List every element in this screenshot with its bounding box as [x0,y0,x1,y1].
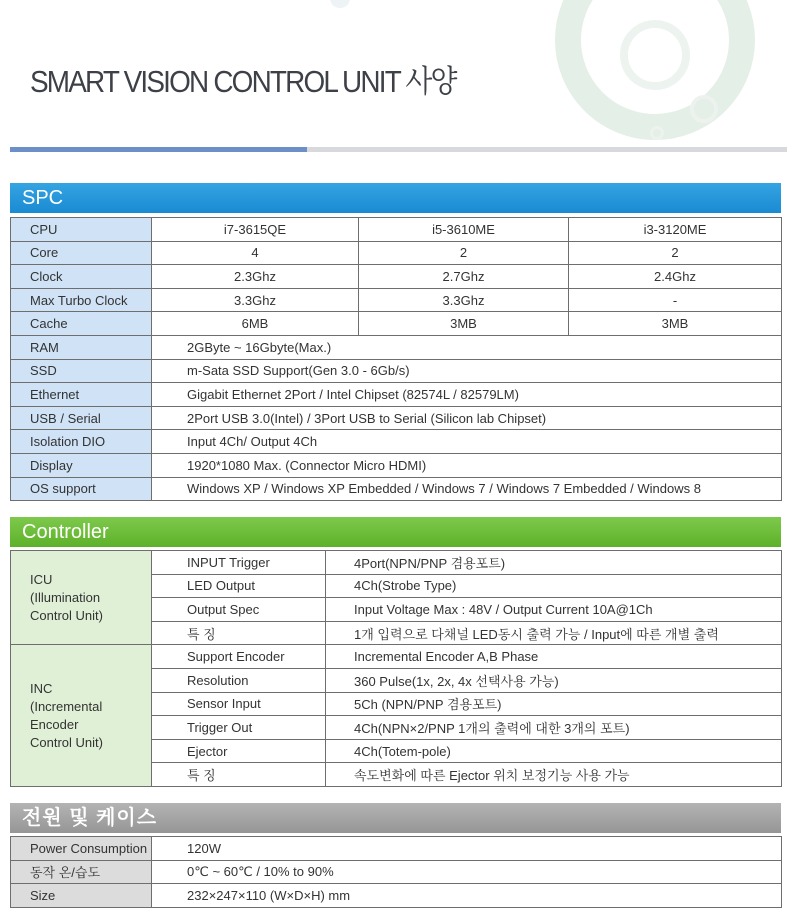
table-cell: 120W [152,837,782,861]
row-label: Max Turbo Clock [11,288,152,312]
row-label: Display [11,453,152,477]
table-cell: 3MB [569,312,782,336]
row-label: Size [11,884,152,908]
table-row [11,406,782,430]
row-label: Core [11,241,152,265]
section-header-spc: SPC [10,183,781,213]
table-row [11,312,782,336]
table-cell: - [569,288,782,312]
table-row [11,241,782,265]
table-cell: 2.3Ghz [152,265,359,289]
table-row [11,359,782,383]
row-label: SSD [11,359,152,383]
spec-name: Trigger Out [152,716,326,740]
row-label: CPU [11,218,152,242]
table-cell: m-Sata SSD Support(Gen 3.0 - 6Gb/s) [152,359,782,383]
spc-spec-table [10,217,782,501]
table-row [11,383,782,407]
table-row [11,477,782,501]
row-label: Clock [11,265,152,289]
spec-name: INPUT Trigger [152,551,326,575]
group-label-inc [11,645,152,787]
spec-value: 속도변화에 따른 Ejector 위치 보정기능 사용 가능 [326,763,782,787]
spec-name: Support Encoder [152,645,326,669]
table-cell: 2 [569,241,782,265]
table-cell: 2 [359,241,569,265]
spec-value: Input Voltage Max : 48V / Output Current 10A@1Ch [326,598,782,622]
spec-name: 특 징 [152,763,326,787]
table-cell: Windows XP / Windows XP Embedded / Windows 7 / Windows 7 Embedded / Windows 8 [152,477,782,501]
table-row [11,335,782,359]
spec-name: Sensor Input [152,692,326,716]
spec-value: 5Ch (NPN/PNP 겸용포트) [326,692,782,716]
table-cell: i3-3120ME [569,218,782,242]
table-cell: i7-3615QE [152,218,359,242]
table-cell: 3.3Ghz [359,288,569,312]
spec-value: 1개 입력으로 다채널 LED동시 출력 가능 / Input에 따른 개별 출력 [326,621,782,645]
spec-name: 특 징 [152,621,326,645]
table-cell: 2.4Ghz [569,265,782,289]
table-cell: 3MB [359,312,569,336]
table-cell: 232×247×110 (W×D×H) mm [152,884,782,908]
table-cell: Input 4Ch/ Output 4Ch [152,430,782,454]
table-row [11,453,782,477]
group-label-line: Encoder [30,716,79,732]
page-title: SMART VISION CONTROL UNIT 사양 [30,64,456,99]
table-row [11,551,782,575]
spec-value: 4Ch(NPN×2/PNP 1개의 출력에 대한 3개의 포트) [326,716,782,740]
spec-value: 360 Pulse(1x, 2x, 4x 선택사용 가능) [326,668,782,692]
table-cell: i5-3610ME [359,218,569,242]
row-label: Isolation DIO [11,430,152,454]
spec-name: LED Output [152,574,326,598]
group-label-line: ICU [30,571,53,587]
power-spec-table [10,836,782,908]
group-label-line: Control Unit) [30,734,103,750]
group-label-line: Control Unit) [30,607,103,623]
spec-value: 4Ch(Totem-pole) [326,739,782,763]
row-label: USB / Serial [11,406,152,430]
row-label: RAM [11,335,152,359]
table-cell: 3.3Ghz [152,288,359,312]
group-label-line: (Illumination [30,589,101,605]
table-row [11,430,782,454]
decorative-ring-medium [620,20,690,90]
group-label-line: INC [30,680,53,696]
table-row [11,265,782,289]
controller-spec-table [10,550,782,787]
table-row [11,884,782,908]
table-cell: 6MB [152,312,359,336]
table-cell: 4 [152,241,359,265]
decorative-ring-tiny [650,126,664,140]
decorative-ring-small [690,95,718,123]
table-cell: 2.7Ghz [359,265,569,289]
spec-value: Incremental Encoder A,B Phase [326,645,782,669]
group-label-icu [11,551,152,645]
table-row [11,645,782,669]
row-label: Ethernet [11,383,152,407]
table-row [11,218,782,242]
table-row [11,860,782,884]
group-label-line: (Incremental [30,698,103,714]
spec-name: Resolution [152,668,326,692]
table-cell: Gigabit Ethernet 2Port / Intel Chipset (82574L / 82579LM) [152,383,782,407]
title-underline-accent [10,147,307,152]
table-row [11,288,782,312]
table-row [11,837,782,861]
spec-value: 4Port(NPN/PNP 겸용포트) [326,551,782,575]
section-header-power: 전원 및 케이스 [10,803,781,833]
row-label: Cache [11,312,152,336]
section-header-controller: Controller [10,517,781,547]
row-label: OS support [11,477,152,501]
table-cell: 0℃ ~ 60℃ / 10% to 90% [152,860,782,884]
spec-name: Output Spec [152,598,326,622]
table-cell: 2GByte ~ 16Gbyte(Max.) [152,335,782,359]
decorative-dot [330,0,350,8]
spec-value: 4Ch(Strobe Type) [326,574,782,598]
row-label: Power Consumption [11,837,152,861]
table-cell: 1920*1080 Max. (Connector Micro HDMI) [152,453,782,477]
table-cell: 2Port USB 3.0(Intel) / 3Port USB to Serial (Silicon lab Chipset) [152,406,782,430]
spec-name: Ejector [152,739,326,763]
row-label: 동작 온/습도 [11,860,152,884]
